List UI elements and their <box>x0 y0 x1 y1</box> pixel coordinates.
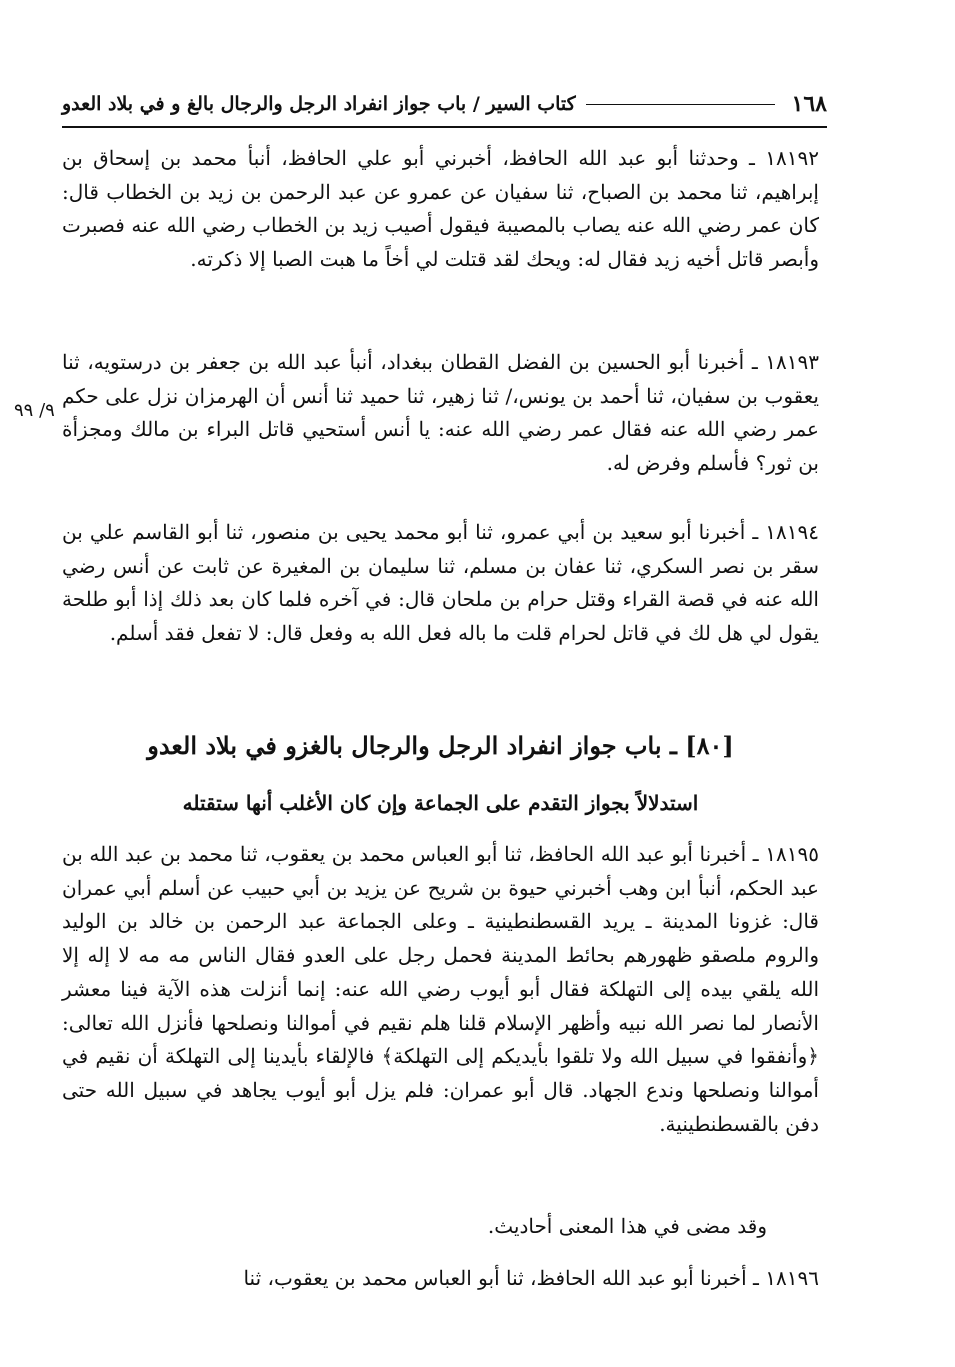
hadith-paragraph <box>62 1262 819 1296</box>
hadith-paragraph <box>62 516 819 651</box>
paragraph-text: ١٨١٩٤ ـ أخبرنا أبو سعيد بن أبي عمرو، ثنا أبو محمد يحيى بن منصور، ثنا أبو القاسم علي بن سقر بن نصر السكري، ثنا عفان بن مسلم، ثنا سليمان بن المغيرة عن ثابت عن أنس رضي الله عنه في قصة القراء وقتل حرام بن ملحان قال: في آخره فلما كان بعد ذلك إذا أبو طلحة يقول لي هل لك في قاتل لحرام قلت ما باله فعل الله به وفعل قال: لا تفعل فقد أسلم. <box>62 520 819 646</box>
chapter-subheading: استدلالاً بجواز التقدم على الجماعة وإن كان الأغلب أنها ستقتله <box>182 791 699 815</box>
hadith-paragraph <box>62 142 819 277</box>
hadith-paragraph <box>62 838 819 1141</box>
running-title: كتاب السير / باب جواز انفراد الرجل والرجال بالغ و في بلاد العدو <box>62 82 586 126</box>
paragraph-text: وقد مضى في هذا المعنى أحاديث. <box>487 1214 767 1238</box>
paragraph-text: ١٨١٩٢ ـ وحدثنا أبو عبد الله الحافظ، أخبرني أبو علي الحافظ، أنبأ محمد بن إسحاق بن إبراهيم، ثنا محمد بن الصباح، ثنا سفيان عن عمرو عن عبد الرحمن بن زيد بن الخطاب قال: كان عمر رضي الله عنه يصاب بالمصيبة فيقول أصيب زيد بن الخطاب رضي الله عنه فصبرت وأبصر قاتل أخيه زيد فقال له: ويحك لقد قتلت لي أخاً ما هبت الصبا إلا ذكرته. <box>62 146 819 272</box>
margin-volume-page-note: ٩/ ٩٩ <box>14 400 55 421</box>
note-paragraph <box>62 1210 819 1244</box>
paragraph-text: ١٨١٩٥ ـ أخبرنا أبو عبد الله الحافظ، ثنا أبو العباس محمد بن يعقوب، ثنا محمد بن عبد الله بن عبد الحكم، أنبأ ابن وهب أخبرني حيوة بن شريح عن يزيد بن أبي حبيب عن أسلم أبي عمران قال: غزونا المدينة ـ يريد القسطنطينية ـ وعلى الجماعة عبد الرحمن بن خالد بن الوليد والروم ملصقو ظهورهم بحائط المدينة فحمل رجل على العدو فقال الناس مه مه لا إله إلا الله يلقي بيده إلى التهلكة فقال أبو أيوب رضي الله عنه: إنما أنزلت هذه الآية فينا معشر الأنصار لما نصر الله نبيه وأظهر الإسلام قلنا هلم نقيم في أموالنا ونصلحها فأنزل الله تعالى: ﴿وأنفقوا في سبيل الله ولا تلقوا بأيديكم إلى التهلكة﴾ فالإلقاء بأيدينا إلى التهلكة أن نقيم في أموالنا ونصلحها وندع الجهاد. قال أبو عمران: فلم يزل أبو أيوب يجاهد في سبيل الله حتى دفن بالقسطنطينية. <box>62 842 819 1136</box>
paragraph-text: ١٨١٩٦ ـ أخبرنا أبو عبد الله الحافظ، ثنا أبو العباس محمد بن يعقوب، ثنا <box>243 1266 819 1290</box>
running-header <box>62 82 827 128</box>
hadith-paragraph <box>62 346 819 481</box>
chapter-heading: [٨٠] ـ باب جواز انفراد الرجل والرجال بالغزو في بلاد العدو <box>147 731 734 760</box>
page-number: ١٦٨ <box>791 91 827 117</box>
paragraph-text: ١٨١٩٣ ـ أخبرنا أبو الحسين بن الفضل القطان ببغداد، أنبأ عبد الله بن جعفر بن درستويه، ثنا يعقوب بن سفيان، ثنا أحمد بن يونس،/ ثنا زهير، ثنا حميد ثنا أنس أن الهرمزان نزل على حكم عمر رضي الله عنه فقال عمر رضي الله عنه: يا أنس أستحيي قاتل البراء بن مالك ومجزأة بن ثور؟ فأسلم وفرض له. <box>62 350 819 476</box>
